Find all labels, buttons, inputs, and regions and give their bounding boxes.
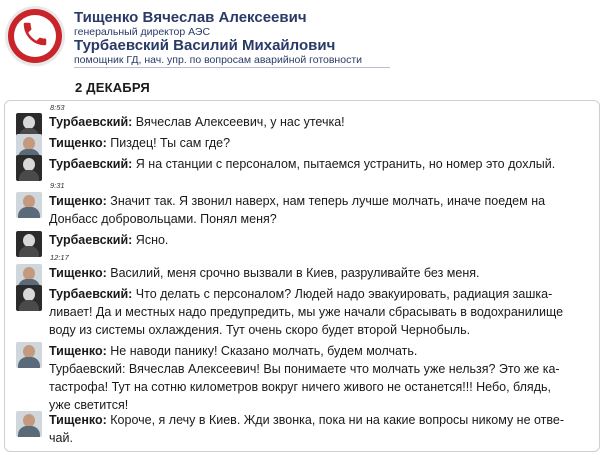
- speaker-name: Турбаевский:: [49, 287, 133, 301]
- message-text: [49, 155, 589, 173]
- message-text: [49, 192, 589, 228]
- message-text: [49, 285, 589, 339]
- header: [0, 0, 604, 72]
- message-line: уже светится!: [49, 398, 129, 412]
- avatar: [16, 192, 42, 218]
- timestamp: 9:31: [50, 181, 65, 190]
- avatar: [16, 285, 42, 311]
- message-text: [49, 113, 589, 131]
- phone-icon: [20, 19, 50, 54]
- header-divider: [74, 67, 390, 68]
- message-line: Вячеслав Алексеевич, у нас утечка!: [132, 115, 345, 129]
- chat-log: [4, 100, 600, 452]
- phone-logo: [8, 9, 62, 63]
- date-title: 2 ДЕКАБРЯ: [75, 80, 150, 95]
- speaker-name: Тищенко:: [49, 136, 107, 150]
- message-line: Пиздец! Ты сам где?: [106, 136, 231, 150]
- message-line: воду из системы охлаждения. Тут очень скоро будет второй Чернобыль.: [49, 323, 471, 337]
- message-text: [49, 264, 589, 282]
- message-line: Что делать с персоналом? Людей надо эвакуировать, радиация зашка-: [132, 287, 553, 301]
- speaker-name: Турбаевский:: [49, 233, 133, 247]
- message-text: [49, 411, 589, 447]
- speaker-name: Тищенко:: [49, 344, 107, 358]
- message-line: Значит так. Я звонил наверх, нам теперь лучше молчать, иначе поедем на: [106, 194, 546, 208]
- timestamp: 8:53: [50, 103, 65, 112]
- contact-1-name: Тищенко Вячеслав Алексеевич: [74, 9, 307, 26]
- message-text: [49, 134, 589, 152]
- timestamp: 12:17: [50, 253, 69, 262]
- message-line: Ясно.: [132, 233, 169, 247]
- message-line: Донбасс добровольцами. Понял меня?: [49, 212, 277, 226]
- message-line: Турбаевский: Вячеслав Алексеевич! Вы понимаете что молчать уже нельзя? Это же ка-: [49, 362, 560, 376]
- contact-1-role: генеральный директор АЭС: [74, 26, 211, 38]
- contact-2: [74, 38, 362, 66]
- speaker-name: Тищенко:: [49, 266, 107, 280]
- message-line: чай.: [49, 431, 73, 445]
- message-line: Короче, я лечу в Киев. Жди звонка, пока ни на какие вопросы никому не отве-: [106, 413, 565, 427]
- contact-2-role: помощник ГД, нач. упр. по вопросам аварийной готовности: [74, 54, 362, 66]
- speaker-name: Тищенко:: [49, 194, 107, 208]
- message-line: Я на станции с персоналом, пытаемся устранить, но номер это дохлый.: [132, 157, 556, 171]
- message-line: Василий, меня срочно вызвали в Киев, разруливайте без меня.: [106, 266, 480, 280]
- message-line: Не наводи панику! Сказано молчать, будем молчать.: [106, 344, 418, 358]
- avatar: [16, 342, 42, 368]
- speaker-name: Турбаевский:: [49, 115, 133, 129]
- message-line: ливает! Да и местных надо предупредить, мы уже начали сбрасывать в водохранилище: [49, 305, 564, 319]
- contact-2-name: Турбаевский Василий Михайлович: [74, 37, 336, 54]
- message-text: [49, 342, 589, 414]
- avatar: [16, 231, 42, 257]
- speaker-name: Турбаевский:: [49, 157, 133, 171]
- avatar: [16, 411, 42, 437]
- speaker-name: Тищенко:: [49, 413, 107, 427]
- avatar: [16, 155, 42, 181]
- message-line: тастрофа! Тут на сотню километров вокруг ничего живого не останется!!! Небо, блядь,: [49, 380, 551, 394]
- contact-1: [74, 10, 307, 38]
- message-text: [49, 231, 589, 249]
